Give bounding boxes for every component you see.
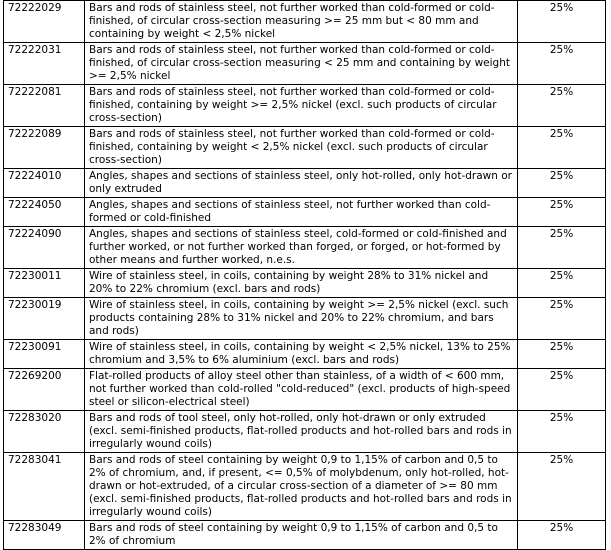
tariff-code: 72230011 xyxy=(4,269,85,298)
tariff-table-body xyxy=(4,1,606,550)
table-row xyxy=(4,340,606,369)
tariff-code: 72224050 xyxy=(4,198,85,227)
table-row xyxy=(4,298,606,340)
tariff-code: 72283049 xyxy=(4,521,85,550)
duty-rate: 25% xyxy=(518,453,606,521)
product-description: Bars and rods of steel containing by weight 0,9 to 1,15% of carbon and 0,5 to 2% of chromium xyxy=(85,521,518,550)
duty-rate: 25% xyxy=(518,340,606,369)
tariff-code: 72230091 xyxy=(4,340,85,369)
table-row xyxy=(4,127,606,169)
product-description: Bars and rods of steel containing by weight 0,9 to 1,15% of carbon and 0,5 to 2% of chromium, and, if present, <= 0,5% of molybdenum, only hot-rolled, hot-drawn or hot-extruded, of a circular cross-section of a diameter of >= 80 mm (excl. semi-finished products, flat-rolled products and hot-rolled bars and rods in irregularly wound coils) xyxy=(85,453,518,521)
product-description: Wire of stainless steel, in coils, containing by weight >= 2,5% nickel (excl. such products containing 28% to 31% nickel and 20% to 22% chromium, and bars and rods) xyxy=(85,298,518,340)
duty-rate: 25% xyxy=(518,85,606,127)
duty-rate: 25% xyxy=(518,198,606,227)
table-row xyxy=(4,411,606,453)
duty-rate: 25% xyxy=(518,1,606,43)
table-row xyxy=(4,198,606,227)
duty-rate: 25% xyxy=(518,298,606,340)
table-row xyxy=(4,269,606,298)
tariff-table-container xyxy=(3,0,606,550)
duty-rate: 25% xyxy=(518,411,606,453)
table-row xyxy=(4,85,606,127)
tariff-code: 72222031 xyxy=(4,43,85,85)
duty-rate: 25% xyxy=(518,269,606,298)
duty-rate: 25% xyxy=(518,169,606,198)
product-description: Bars and rods of stainless steel, not further worked than cold-formed or cold-finished, containing by weight < 2,5% nickel (excl. such products of circular cross-section) xyxy=(85,127,518,169)
tariff-code: 72224010 xyxy=(4,169,85,198)
table-row xyxy=(4,369,606,411)
product-description: Wire of stainless steel, in coils, containing by weight < 2,5% nickel, 13% to 25% chromium and 3,5% to 6% aluminium (excl. bars and rods) xyxy=(85,340,518,369)
product-description: Angles, shapes and sections of stainless steel, only hot-rolled, only hot-drawn or only extruded xyxy=(85,169,518,198)
product-description: Angles, shapes and sections of stainless steel, cold-formed or cold-finished and further worked, or not further worked than forged, or forged, or hot-formed by other means and further worked, n.e.s. xyxy=(85,227,518,269)
tariff-code: 72222089 xyxy=(4,127,85,169)
table-row xyxy=(4,43,606,85)
tariff-code: 72269200 xyxy=(4,369,85,411)
tariff-code: 72224090 xyxy=(4,227,85,269)
duty-rate: 25% xyxy=(518,127,606,169)
tariff-code: 72222081 xyxy=(4,85,85,127)
tariff-code: 72230019 xyxy=(4,298,85,340)
tariff-code: 72283020 xyxy=(4,411,85,453)
product-description: Bars and rods of stainless steel, not further worked than cold-formed or cold-finished, of circular cross-section measuring >= 25 mm but < 80 mm and containing by weight < 2,5% nickel xyxy=(85,1,518,43)
product-description: Wire of stainless steel, in coils, containing by weight 28% to 31% nickel and 20% to 22% chromium (excl. bars and rods) xyxy=(85,269,518,298)
product-description: Flat-rolled products of alloy steel other than stainless, of a width of < 600 mm, not further worked than cold-rolled "cold-reduced" (excl. products of high-speed steel or silicon-electrical steel) xyxy=(85,369,518,411)
table-row xyxy=(4,227,606,269)
tariff-code: 72222029 xyxy=(4,1,85,43)
product-description: Bars and rods of tool steel, only hot-rolled, only hot-drawn or only extruded (excl. semi-finished products, flat-rolled products and hot-rolled bars and rods in irregularly wound coils) xyxy=(85,411,518,453)
duty-rate: 25% xyxy=(518,227,606,269)
duty-rate: 25% xyxy=(518,369,606,411)
tariff-table xyxy=(3,0,606,550)
product-description: Bars and rods of stainless steel, not further worked than cold-formed or cold-finished, containing by weight >= 2,5% nickel (excl. such products of circular cross-section) xyxy=(85,85,518,127)
product-description: Bars and rods of stainless steel, not further worked than cold-formed or cold-finished, of circular cross-section measuring < 25 mm and containing by weight >= 2,5% nickel xyxy=(85,43,518,85)
table-row xyxy=(4,1,606,43)
duty-rate: 25% xyxy=(518,521,606,550)
table-row xyxy=(4,521,606,550)
table-row xyxy=(4,453,606,521)
table-row xyxy=(4,169,606,198)
tariff-code: 72283041 xyxy=(4,453,85,521)
duty-rate: 25% xyxy=(518,43,606,85)
product-description: Angles, shapes and sections of stainless steel, not further worked than cold-formed or cold-finished xyxy=(85,198,518,227)
